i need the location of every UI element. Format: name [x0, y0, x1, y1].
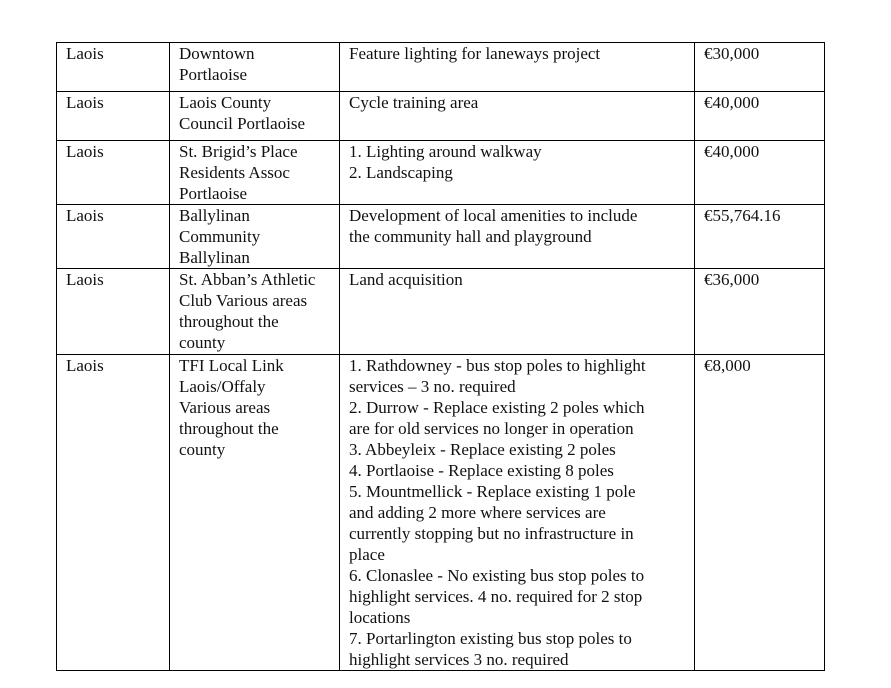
group-text: Various areas: [179, 398, 271, 417]
amount-text: €55,764.16: [704, 206, 781, 225]
group-text: St. Brigid’s Place: [179, 142, 298, 161]
project-text: 1. Lighting around walkway: [349, 142, 542, 161]
amount-cell: [695, 92, 825, 141]
group-text: county: [179, 333, 226, 352]
amount-text: €40,000: [704, 142, 760, 161]
amount-cell: [695, 269, 825, 355]
group-text: Community: [179, 227, 261, 246]
table-row: [57, 205, 825, 269]
project-cell: [340, 92, 695, 141]
project-text: 6. Clonaslee - No existing bus stop poles to: [349, 566, 645, 585]
amount-text: €40,000: [704, 93, 760, 112]
county-cell: [57, 141, 170, 205]
project-cell: [340, 43, 695, 92]
project-text: 2. Landscaping: [349, 163, 453, 182]
county-cell: [57, 205, 170, 269]
county-cell: [57, 269, 170, 355]
group-text: Portlaoise: [179, 184, 247, 203]
county-text: Laois: [66, 93, 104, 112]
group-text: Ballylinan: [179, 248, 250, 267]
group-text: Laois/Offaly: [179, 377, 266, 396]
group-cell: [170, 92, 340, 141]
amount-cell: [695, 205, 825, 269]
group-cell: [170, 355, 340, 671]
project-text: 4. Portlaoise - Replace existing 8 poles: [349, 461, 614, 480]
project-text: Development of local amenities to include: [349, 206, 638, 225]
project-text: highlight services. 4 no. required for 2 stop: [349, 587, 643, 606]
group-text: Ballylinan: [179, 206, 250, 225]
group-text: Club Various areas: [179, 291, 308, 310]
table-row: [57, 43, 825, 92]
project-cell: [340, 269, 695, 355]
group-cell: [170, 43, 340, 92]
county-text: Laois: [66, 142, 104, 161]
group-text: Portlaoise: [179, 65, 247, 84]
group-text: Laois County: [179, 93, 272, 112]
project-text: 7. Portarlington existing bus stop poles to: [349, 629, 632, 648]
group-text: Council Portlaoise: [179, 114, 306, 133]
table-row: [57, 269, 825, 355]
project-text: 5. Mountmellick - Replace existing 1 pole: [349, 482, 636, 501]
group-text: county: [179, 440, 226, 459]
county-text: Laois: [66, 270, 104, 289]
project-cell: [340, 205, 695, 269]
project-text: Land acquisition: [349, 270, 463, 289]
table-row: [57, 141, 825, 205]
group-text: throughout the: [179, 419, 279, 438]
group-text: throughout the: [179, 312, 279, 331]
amount-text: €8,000: [704, 356, 751, 375]
county-text: Laois: [66, 44, 104, 63]
group-text: TFI Local Link: [179, 356, 284, 375]
project-text: Cycle training area: [349, 93, 479, 112]
grants-table-body: [57, 43, 825, 671]
group-cell: [170, 269, 340, 355]
amount-cell: [695, 141, 825, 205]
project-text: place: [349, 545, 385, 564]
county-text: Laois: [66, 356, 104, 375]
project-text: 1. Rathdowney - bus stop poles to highlight: [349, 356, 646, 375]
county-cell: [57, 355, 170, 671]
amount-text: €36,000: [704, 270, 760, 289]
county-cell: [57, 43, 170, 92]
project-text: locations: [349, 608, 411, 627]
county-cell: [57, 92, 170, 141]
grants-table: [56, 42, 825, 671]
group-text: St. Abban’s Athletic: [179, 270, 316, 289]
project-text: 3. Abbeyleix - Replace existing 2 poles: [349, 440, 616, 459]
project-cell: [340, 141, 695, 205]
project-text: services – 3 no. required: [349, 377, 516, 396]
county-text: Laois: [66, 206, 104, 225]
project-text: highlight services 3 no. required: [349, 650, 569, 669]
project-text: currently stopping but no infrastructure in: [349, 524, 634, 543]
group-cell: [170, 141, 340, 205]
group-cell: [170, 205, 340, 269]
amount-cell: [695, 43, 825, 92]
group-text: Residents Assoc: [179, 163, 290, 182]
table-row: [57, 355, 825, 671]
amount-cell: [695, 355, 825, 671]
table-row: [57, 92, 825, 141]
project-text: are for old services no longer in operation: [349, 419, 634, 438]
amount-text: €30,000: [704, 44, 760, 63]
project-text: the community hall and playground: [349, 227, 592, 246]
group-text: Downtown: [179, 44, 255, 63]
project-text: 2. Durrow - Replace existing 2 poles which: [349, 398, 645, 417]
project-text: Feature lighting for laneways project: [349, 44, 601, 63]
project-cell: [340, 355, 695, 671]
project-text: and adding 2 more where services are: [349, 503, 606, 522]
